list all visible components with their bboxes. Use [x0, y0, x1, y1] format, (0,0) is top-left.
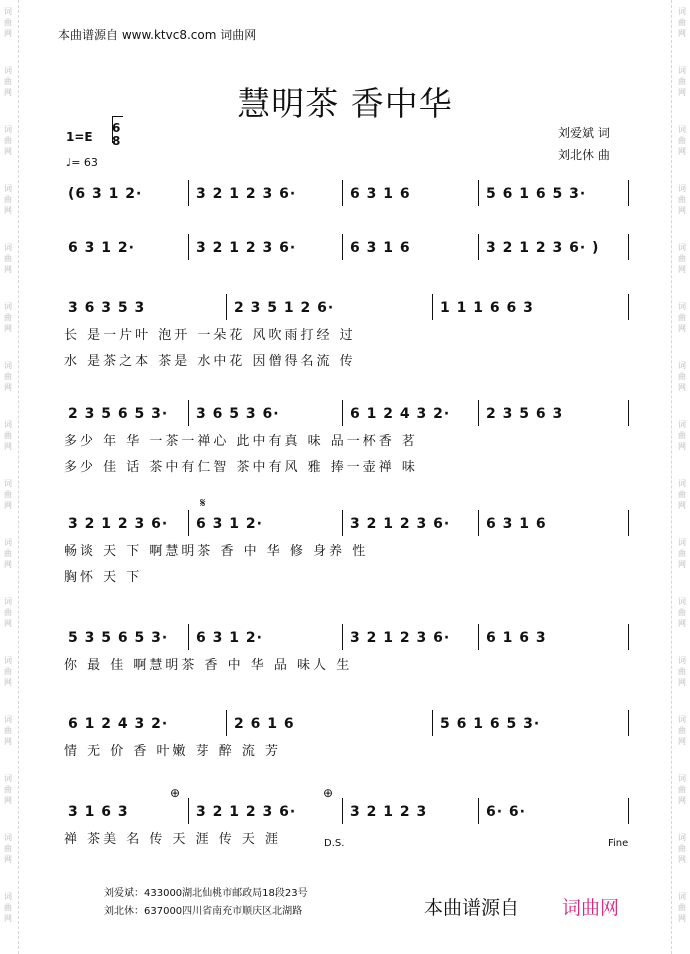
measure-notes: 6 3 1 6	[486, 516, 547, 532]
measure-notes: 6 3 1 2·	[68, 240, 135, 256]
side-watermark-glyph: 词	[4, 656, 12, 665]
side-watermark-glyph: 网	[4, 619, 12, 628]
side-watermark-glyph: 网	[4, 855, 12, 864]
measure-notes: 3 2 1 2 3 6·	[196, 240, 297, 256]
measure-notes: 3 6 5 3 6·	[196, 406, 280, 422]
side-watermark-glyph: 网	[4, 560, 12, 569]
measure-notes: 6 3 1 2·	[196, 630, 263, 646]
side-watermark-glyph: 网	[678, 855, 686, 864]
side-watermark-glyph: 曲	[678, 785, 686, 794]
bar-line	[342, 624, 343, 650]
measure-notes: 2 3 5 6 5 3·	[68, 406, 169, 422]
measure-notes: 6 1 2 4 3 2·	[350, 406, 451, 422]
side-watermark-glyph: 词	[678, 892, 686, 901]
measure-notes: 6 1 6 3	[486, 630, 547, 646]
side-watermark-glyph: 网	[4, 501, 12, 510]
measure-notes: 3 2 1 2 3 6·	[68, 516, 169, 532]
lyric-line: 长 是一片叶 泡开 一朵花 风吹雨打经 过	[64, 328, 356, 343]
side-watermark-glyph: 词	[4, 7, 12, 16]
side-watermark-glyph: 曲	[678, 77, 686, 86]
measure-notes: 3 6 3 5 3	[68, 300, 146, 316]
side-watermark-glyph: 网	[678, 29, 686, 38]
bar-line	[188, 624, 189, 650]
side-watermark-glyph: 词	[678, 184, 686, 193]
bar-line	[478, 798, 479, 824]
lyric-line: 禅 茶美 名 传 天 涯 传 天 涯	[64, 832, 282, 847]
side-watermark-glyph: 网	[4, 914, 12, 923]
side-watermark-glyph: 曲	[678, 667, 686, 676]
measure-notes: 6 3 1 6	[350, 186, 411, 202]
bar-line	[478, 510, 479, 536]
tempo-marking: ♩= 63	[66, 156, 98, 169]
bar-line	[188, 180, 189, 206]
bar-line	[188, 234, 189, 260]
lyricist-address: 刘爱斌：433000湖北仙桃市邮政局18段23号	[104, 888, 308, 899]
lyric-line: 情 无 价 香 叶嫩 芽 醉 流 芳	[64, 744, 282, 759]
side-watermark-glyph: 曲	[4, 667, 12, 676]
lyric-line: 你 最 佳 啊慧明茶 香 中 华 品 味人 生	[64, 658, 353, 673]
side-watermark-glyph: 曲	[678, 549, 686, 558]
side-watermark-glyph: 曲	[4, 431, 12, 440]
side-watermark-glyph: 词	[678, 361, 686, 370]
ds-mark: D.S.	[324, 838, 345, 849]
bar-line	[188, 510, 189, 536]
bar-line	[628, 400, 629, 426]
lyric-line: 多少 年 华 一茶一禅心 此中有真 味 品一杯香 茗	[64, 434, 418, 449]
side-watermark-glyph: 词	[678, 479, 686, 488]
side-watermark-glyph: 网	[678, 265, 686, 274]
side-watermark-glyph: 曲	[4, 608, 12, 617]
side-watermark-glyph: 词	[4, 833, 12, 842]
bar-line	[226, 710, 227, 736]
side-watermark-glyph: 词	[678, 538, 686, 547]
left-watermark-column	[2, 6, 14, 950]
bar-line	[188, 400, 189, 426]
side-watermark-glyph: 曲	[4, 903, 12, 912]
side-watermark-glyph: 曲	[4, 844, 12, 853]
side-watermark-glyph: 曲	[678, 844, 686, 853]
measure-notes: 5 6 1 6 5 3·	[486, 186, 587, 202]
brand-text: 本曲谱源自	[424, 897, 520, 919]
left-margin-line	[18, 0, 19, 954]
bar-line	[628, 710, 629, 736]
source-watermark: 本曲谱源自 www.ktvc8.com 词曲网	[58, 28, 257, 42]
side-watermark-glyph: 词	[4, 892, 12, 901]
bar-line	[628, 798, 629, 824]
bar-line	[432, 710, 433, 736]
bar-line	[342, 234, 343, 260]
side-watermark-glyph: 曲	[4, 549, 12, 558]
side-watermark-glyph: 网	[4, 206, 12, 215]
side-watermark-glyph: 曲	[678, 608, 686, 617]
side-watermark-glyph: 词	[678, 66, 686, 75]
measure-notes: 3 2 1 2 3 6·	[196, 186, 297, 202]
side-watermark-glyph: 词	[4, 420, 12, 429]
meter-top: 6	[112, 121, 121, 135]
side-watermark-glyph: 网	[678, 206, 686, 215]
bar-line	[432, 294, 433, 320]
fine-mark: Fine	[608, 838, 629, 849]
bar-line	[342, 400, 343, 426]
song-title: 慧明茶 香中华	[237, 84, 453, 123]
side-watermark-glyph: 曲	[4, 195, 12, 204]
side-watermark-glyph: 网	[4, 147, 12, 156]
measure-notes: 6· 6·	[486, 804, 526, 820]
side-watermark-glyph: 曲	[4, 254, 12, 263]
side-watermark-glyph: 词	[4, 538, 12, 547]
bar-line	[478, 180, 479, 206]
measure-notes: 6 3 1 2·	[196, 516, 263, 532]
bar-line	[628, 294, 629, 320]
bar-line	[628, 624, 629, 650]
side-watermark-glyph: 词	[678, 833, 686, 842]
side-watermark-glyph: 网	[4, 88, 12, 97]
side-watermark-glyph: 曲	[678, 195, 686, 204]
lyric-line: 畅谈 天 下 啊慧明茶 香 中 华 修 身养 性	[64, 544, 369, 559]
side-watermark-glyph: 词	[4, 184, 12, 193]
measure-notes: 3 2 1 2 3 6·	[196, 804, 297, 820]
bar-line	[342, 798, 343, 824]
side-watermark-glyph: 网	[4, 678, 12, 687]
side-watermark-glyph: 词	[4, 479, 12, 488]
meter-bottom: 8	[112, 134, 121, 148]
side-watermark-glyph: 词	[678, 125, 686, 134]
bar-line	[342, 510, 343, 536]
side-watermark-glyph: 网	[4, 324, 12, 333]
side-watermark-glyph: 词	[678, 656, 686, 665]
composer-credit: 刘北休 曲	[558, 148, 610, 162]
side-watermark-glyph: 网	[678, 560, 686, 569]
measure-notes: 5 3 5 6 5 3·	[68, 630, 169, 646]
measure-notes: 2 3 5 6 3	[486, 406, 564, 422]
side-watermark-glyph: 曲	[678, 254, 686, 263]
measure-notes: 3 1 6 3	[68, 804, 129, 820]
measure-notes: 2 6 1 6	[234, 716, 295, 732]
time-signature	[112, 122, 120, 148]
bar-line	[628, 234, 629, 260]
bar-line	[628, 180, 629, 206]
side-watermark-glyph: 曲	[4, 726, 12, 735]
side-watermark-glyph: 网	[678, 383, 686, 392]
side-watermark-glyph: 曲	[4, 490, 12, 499]
side-watermark-glyph: 网	[4, 383, 12, 392]
side-watermark-glyph: 词	[4, 715, 12, 724]
side-watermark-glyph: 词	[678, 7, 686, 16]
measure-notes: 6 3 1 6	[350, 240, 411, 256]
side-watermark-glyph: 网	[678, 324, 686, 333]
measure-notes: (6 3 1 2·	[68, 186, 143, 202]
side-watermark-glyph: 网	[4, 737, 12, 746]
side-watermark-glyph: 网	[678, 678, 686, 687]
side-watermark-glyph: 曲	[4, 372, 12, 381]
side-watermark-glyph: 词	[4, 243, 12, 252]
side-watermark-glyph: 词	[678, 715, 686, 724]
side-watermark-glyph: 词	[4, 774, 12, 783]
right-margin-line	[671, 0, 672, 954]
lyric-line: 水 是茶之本 茶是 水中花 因僧得名流 传	[64, 354, 356, 369]
side-watermark-glyph: 曲	[678, 726, 686, 735]
side-watermark-glyph: 词	[4, 302, 12, 311]
side-watermark-glyph: 词	[4, 125, 12, 134]
side-watermark-glyph: 词	[678, 774, 686, 783]
side-watermark-glyph: 曲	[4, 77, 12, 86]
side-watermark-glyph: 曲	[678, 431, 686, 440]
bar-line	[342, 180, 343, 206]
side-watermark-glyph: 网	[678, 796, 686, 805]
measure-notes: 6 1 2 4 3 2·	[68, 716, 169, 732]
side-watermark-glyph: 网	[678, 442, 686, 451]
bar-line	[226, 294, 227, 320]
coda-mark-2: ⊕	[323, 786, 334, 800]
side-watermark-glyph: 词	[678, 302, 686, 311]
segno-mark: 𝄋	[200, 496, 206, 511]
measure-notes: 5 6 1 6 5 3·	[440, 716, 541, 732]
side-watermark-glyph: 曲	[678, 903, 686, 912]
side-watermark-glyph: 曲	[678, 490, 686, 499]
measure-notes: 3 2 1 2 3 6· )	[486, 240, 600, 256]
bar-line	[478, 624, 479, 650]
measure-notes: 2 3 5 1 2 6·	[234, 300, 335, 316]
side-watermark-glyph: 曲	[4, 18, 12, 27]
side-watermark-glyph: 曲	[678, 372, 686, 381]
right-watermark-column	[676, 6, 688, 950]
side-watermark-glyph: 曲	[678, 18, 686, 27]
side-watermark-glyph: 网	[678, 88, 686, 97]
key-signature: 1=E	[66, 130, 93, 144]
measure-notes: 1 1 1 6 6 3	[440, 300, 534, 316]
bar-line	[478, 400, 479, 426]
side-watermark-glyph: 词	[4, 597, 12, 606]
side-watermark-glyph: 曲	[678, 136, 686, 145]
side-watermark-glyph: 曲	[4, 785, 12, 794]
side-watermark-glyph: 网	[678, 737, 686, 746]
side-watermark-glyph: 网	[4, 29, 12, 38]
lyricist-credit: 刘爱斌 词	[558, 126, 610, 140]
side-watermark-glyph: 词	[4, 361, 12, 370]
side-watermark-glyph: 曲	[4, 313, 12, 322]
measure-notes: 3 2 1 2 3	[350, 804, 428, 820]
side-watermark-glyph: 网	[4, 265, 12, 274]
side-watermark-glyph: 网	[4, 796, 12, 805]
side-watermark-glyph: 曲	[4, 136, 12, 145]
bar-line	[478, 234, 479, 260]
lyric-line: 胸怀 天 下	[64, 570, 143, 585]
side-watermark-glyph: 词	[678, 420, 686, 429]
measure-notes: 3 2 1 2 3 6·	[350, 516, 451, 532]
composer-address: 刘北休：637000四川省南充市顺庆区北湖路	[104, 906, 303, 917]
side-watermark-glyph: 曲	[678, 313, 686, 322]
bar-line	[188, 798, 189, 824]
coda-mark-1: ⊕	[170, 786, 181, 800]
side-watermark-glyph: 网	[4, 442, 12, 451]
lyric-line: 多少 佳 话 茶中有仁智 茶中有风 雅 捧一壶禅 味	[64, 460, 418, 475]
brand-name: 词曲网	[562, 897, 620, 919]
side-watermark-glyph: 网	[678, 914, 686, 923]
side-watermark-glyph: 词	[4, 66, 12, 75]
bar-line	[628, 510, 629, 536]
side-watermark-glyph: 词	[678, 597, 686, 606]
side-watermark-glyph: 网	[678, 619, 686, 628]
side-watermark-glyph: 网	[678, 501, 686, 510]
side-watermark-glyph: 网	[678, 147, 686, 156]
side-watermark-glyph: 词	[678, 243, 686, 252]
measure-notes: 3 2 1 2 3 6·	[350, 630, 451, 646]
